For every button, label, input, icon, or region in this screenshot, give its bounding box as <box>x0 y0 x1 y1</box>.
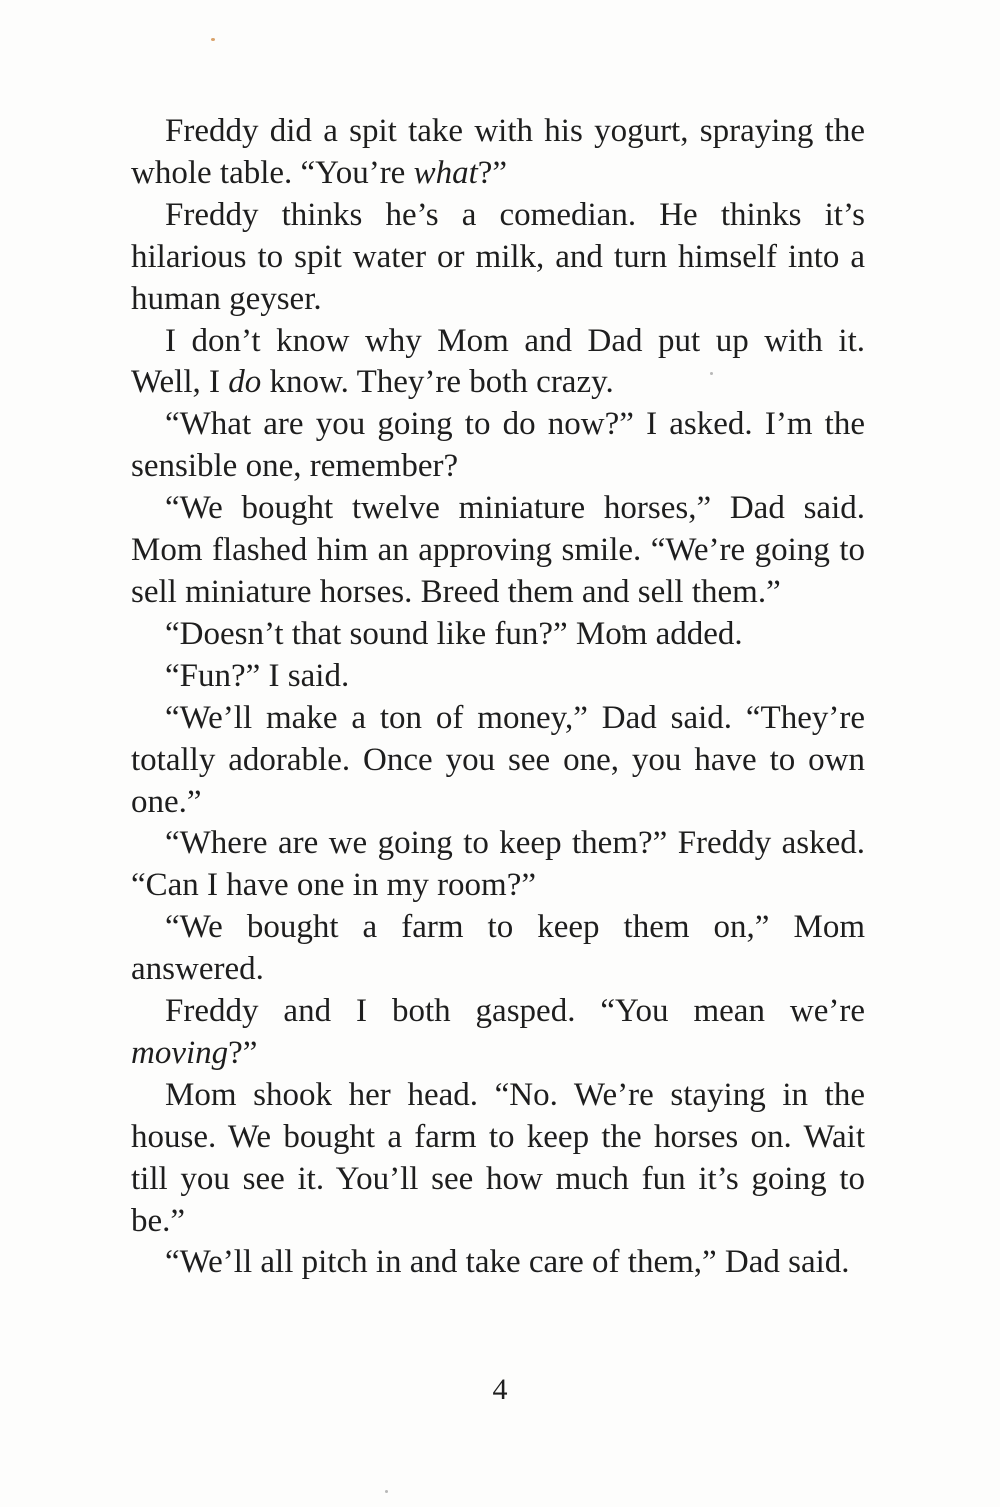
paragraph <box>131 488 865 614</box>
paragraph <box>131 614 865 656</box>
text-run: “Where are we going to keep them?” Freddy asked. “Can I have one in my room?” <box>131 825 865 904</box>
text-run: Freddy did a spit take with his yogurt, spraying the whole table. “You’re <box>131 113 865 191</box>
text-run: “We bought a farm to keep them on,” Mom answered. <box>131 909 865 988</box>
text-run: “We’ll make a ton of money,” Dad said. “They’re totally adorable. Once you see one, you have to own one.” <box>131 699 865 820</box>
text-run: know. They’re both crazy. <box>261 364 614 401</box>
text-run: “We bought twelve miniature horses,” Dad said. Mom flashed him an approving smile. “We’re going to sell miniature horses. Breed them and sell them.” <box>131 490 865 610</box>
text-run: “What are you going to do now?” I asked. I’m the sensible one, remember? <box>131 406 865 485</box>
paragraph <box>131 991 865 1075</box>
paragraph <box>131 698 865 824</box>
paragraph <box>131 1242 865 1284</box>
text-run: ?” <box>477 154 508 191</box>
text-run: I don’t know why Mom and Dad put up with it. Well, I <box>131 322 865 401</box>
paragraph <box>131 404 865 488</box>
paragraph <box>131 907 865 991</box>
paper-speck <box>211 38 215 41</box>
paragraph <box>131 823 865 907</box>
paragraph <box>131 1075 865 1243</box>
paragraph <box>131 111 865 195</box>
paper-speck <box>385 1490 388 1493</box>
text-run: Freddy and I both gasped. “You mean we’re <box>165 993 865 1030</box>
italic-text: what <box>413 154 478 191</box>
story-text <box>131 111 865 1284</box>
text-run: Mom shook her head. “No. We’re staying in the house. We bought a farm to keep the horses on. Wait till you see it. You’ll see how much fun it’s going to be.” <box>131 1076 865 1239</box>
paragraph <box>131 195 865 321</box>
italic-text: moving <box>131 1034 229 1071</box>
text-run: “We’ll all pitch in and take care of them,” Dad said. <box>165 1244 850 1281</box>
text-run: Freddy thinks he’s a comedian. He thinks it’s hilarious to spit water or milk, and turn himself into a human geyser. <box>131 196 865 317</box>
page-number: 4 <box>492 1373 508 1406</box>
paragraph <box>131 656 865 698</box>
text-run: ?” <box>228 1034 258 1071</box>
paragraph <box>131 321 865 405</box>
italic-text: do <box>228 364 262 401</box>
text-run: “Doesn’t that sound like fun?” Mom added. <box>165 615 743 652</box>
text-run: “Fun?” I said. <box>165 657 350 694</box>
